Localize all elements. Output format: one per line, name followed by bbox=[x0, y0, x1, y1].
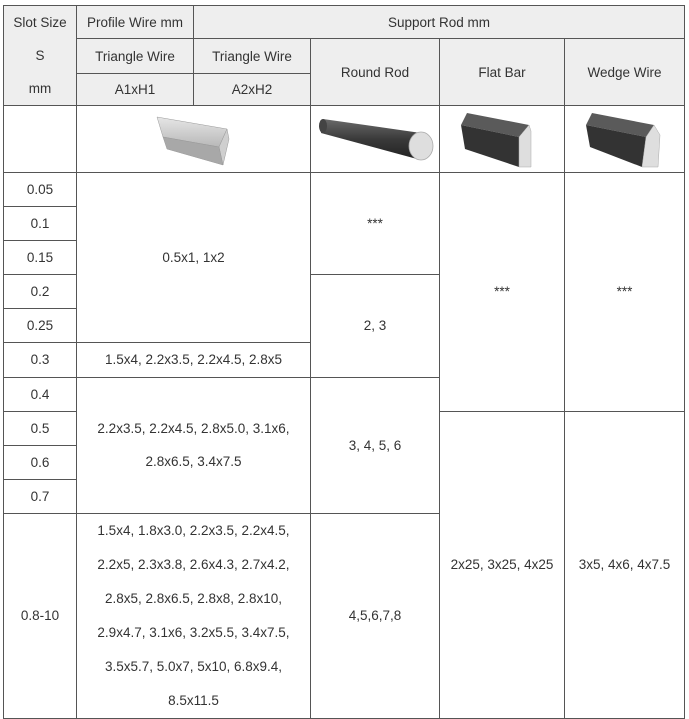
slot-cell: 0.8-10 bbox=[4, 513, 77, 718]
round-cell-large: 4,5,6,7,8 bbox=[311, 513, 440, 718]
wedge-wire-icon bbox=[570, 107, 680, 171]
round-cell-small: *** bbox=[311, 173, 440, 275]
flat-cell-large: 2x25, 3x25, 4x25 bbox=[440, 411, 565, 718]
wedge-wire-header: Wedge Wire bbox=[565, 39, 685, 106]
slot-cell: 0.5 bbox=[4, 411, 77, 445]
profile-large-line: 2.2x5, 2.3x3.8, 2.6x4.3, 2.7x4.2, bbox=[97, 556, 290, 572]
round-cell-mid: 3, 4, 5, 6 bbox=[311, 377, 440, 513]
round-rod-icon bbox=[313, 109, 437, 169]
flat-cell-small: *** bbox=[440, 173, 565, 412]
wedge-cell-small: *** bbox=[565, 173, 685, 412]
profile-large-line: 2.8x5, 2.8x6.5, 2.8x8, 2.8x10, bbox=[104, 590, 283, 606]
slot-cell: 0.15 bbox=[4, 241, 77, 275]
slot-cell: 0.25 bbox=[4, 309, 77, 343]
profile-large-line: 2.9x4.7, 3.1x6, 3.2x5.5, 3.4x7.5, bbox=[97, 624, 290, 640]
profile-cell-small: 0.5x1, 1x2 bbox=[77, 173, 311, 343]
slot-mm-label: mm bbox=[28, 81, 52, 96]
slot-cell: 0.7 bbox=[4, 479, 77, 513]
flat-bar-header: Flat Bar bbox=[440, 39, 565, 106]
flat-bar-icon bbox=[447, 107, 557, 171]
round-cell-02: 2, 3 bbox=[311, 275, 440, 378]
round-rod-header: Round Rod bbox=[311, 39, 440, 106]
a2xh2-header: A2xH2 bbox=[194, 74, 311, 106]
triangle-wire-1-header: Triangle Wire bbox=[77, 39, 194, 74]
slot-size-label: Slot Size bbox=[13, 15, 67, 30]
slot-s-label: S bbox=[35, 48, 45, 63]
wedge-cell-large: 3x5, 4x6, 4x7.5 bbox=[565, 411, 685, 718]
profile-cell-mid bbox=[77, 377, 311, 513]
profile-mid-line: 2.8x6.5, 3.4x7.5 bbox=[145, 454, 242, 469]
slot-cell: 0.3 bbox=[4, 343, 77, 378]
profile-large-line: 8.5x11.5 bbox=[168, 692, 219, 708]
triangle-wire-image-cell bbox=[77, 106, 311, 173]
slot-cell: 0.2 bbox=[4, 275, 77, 309]
round-rod-image-cell bbox=[311, 106, 440, 173]
triangle-wire-2-header: Triangle Wire bbox=[194, 39, 311, 74]
slot-size-header bbox=[4, 6, 77, 106]
specification-table bbox=[3, 5, 685, 719]
profile-large-line: 3.5x5.7, 5.0x7, 5x10, 6.8x9.4, bbox=[104, 658, 283, 674]
profile-wire-header: Profile Wire mm bbox=[77, 6, 194, 39]
slot-cell: 0.1 bbox=[4, 207, 77, 241]
wedge-wire-image-cell bbox=[565, 106, 685, 173]
image-blank-cell bbox=[4, 106, 77, 173]
slot-cell: 0.05 bbox=[4, 173, 77, 207]
profile-cell-large bbox=[77, 513, 311, 718]
a1xh1-header: A1xH1 bbox=[77, 74, 194, 106]
triangle-wire-icon bbox=[149, 109, 239, 169]
profile-large-line: 1.5x4, 1.8x3.0, 2.2x3.5, 2.2x4.5, bbox=[97, 522, 290, 538]
support-rod-header: Support Rod mm bbox=[194, 6, 685, 39]
slot-cell: 0.6 bbox=[4, 445, 77, 479]
profile-cell-03: 1.5x4, 2.2x3.5, 2.2x4.5, 2.8x5 bbox=[77, 343, 311, 378]
flat-bar-image-cell bbox=[440, 106, 565, 173]
slot-cell: 0.4 bbox=[4, 377, 77, 411]
profile-mid-line: 2.2x3.5, 2.2x4.5, 2.8x5.0, 3.1x6, bbox=[97, 420, 290, 436]
